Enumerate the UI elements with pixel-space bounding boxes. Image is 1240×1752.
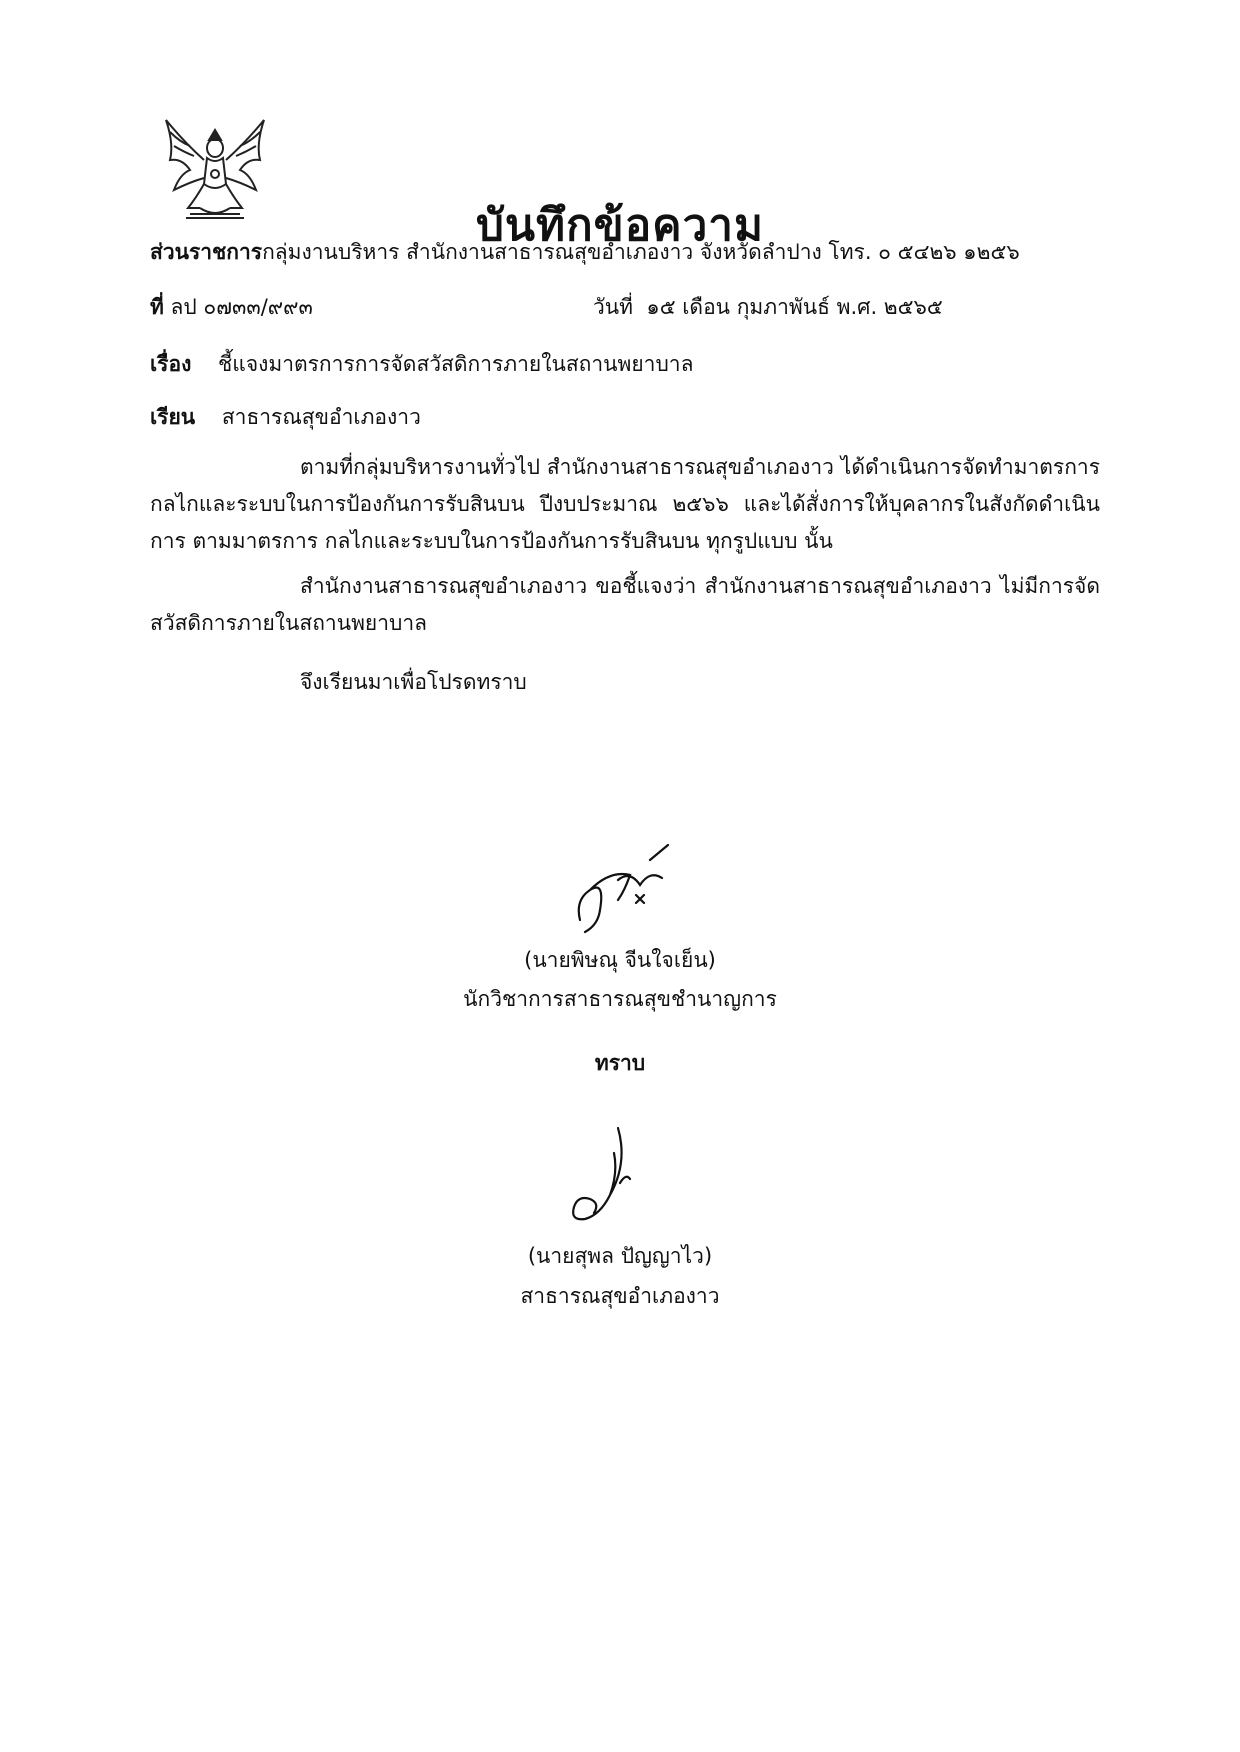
acknowledge-text: ทราบ bbox=[594, 1051, 646, 1075]
memo-title: บันทึกข้อความ bbox=[475, 200, 764, 251]
subject-label: เรื่อง bbox=[150, 352, 192, 376]
signer1-position: นักวิชาการสาธารณสุขชำนาญการ bbox=[463, 987, 777, 1011]
date-line bbox=[593, 291, 943, 324]
subject-value: ชี้แจงมาตรการการจัดสวัสดิการภายในสถานพยาบาล bbox=[218, 352, 694, 376]
body-paragraph-1 bbox=[150, 449, 1100, 560]
reference-label: ที่ bbox=[150, 295, 164, 319]
body-paragraph-2 bbox=[150, 568, 1100, 642]
body-paragraph-2-text: สำนักงานสาธารณสุขอำเภองาว ขอชี้แจงว่า สำนักงานสาธารณสุขอำเภองาว ไม่มีการจัดสวัสดิการภายในสถานพยาบาล bbox=[150, 574, 1100, 635]
reference-value: ลป ๐๗๓๓/๙๙๓ bbox=[170, 295, 313, 319]
addressee-value: สาธารณสุขอำเภองาว bbox=[221, 405, 421, 429]
body-paragraph-1-text: ตามที่กลุ่มบริหารงานทั่วไป สำนักงานสาธารณสุขอำเภองาว ได้ดำเนินการจัดทำมาตรการ กลไกและระบบในการป้องกันการรับสินบน ปีงบประมาณ ๒๕๖๖ และได้สั่งการให้บุคลากรในสังกัดดำเนินการ ตามมาตรการ กลไกและระบบในการป้องกันการรับสินบน ทุกรูปแบบ นั้น bbox=[150, 455, 1100, 553]
agency-line bbox=[150, 236, 1020, 269]
addressee-line bbox=[150, 401, 421, 434]
closing-line: จึงเรียนมาเพื่อโปรดทราบ bbox=[300, 670, 527, 694]
date-value: ๑๕ เดือน กุมภาพันธ์ พ.ศ. ๒๕๖๕ bbox=[646, 295, 943, 319]
signer2-name: (นายสุพล ปัญญาไว) bbox=[527, 1244, 713, 1268]
addressee-label: เรียน bbox=[150, 405, 196, 429]
signer1-name: (นายพิษณุ จีนใจเย็น) bbox=[524, 948, 716, 972]
agency-label: ส่วนราชการ bbox=[150, 240, 263, 264]
signer2-position: สาธารณสุขอำเภองาว bbox=[520, 1284, 720, 1308]
subject-line bbox=[150, 348, 693, 381]
date-label: วันที่ bbox=[593, 295, 633, 319]
signature-icon bbox=[570, 840, 680, 940]
reference-line bbox=[150, 291, 313, 324]
agency-value: กลุ่มงานบริหาร สำนักงานสาธารณสุขอำเภองาว จังหวัดลำปาง โทร. ๐ ๕๔๒๖ ๑๒๕๖ bbox=[262, 240, 1020, 264]
signature-icon bbox=[560, 1123, 650, 1233]
